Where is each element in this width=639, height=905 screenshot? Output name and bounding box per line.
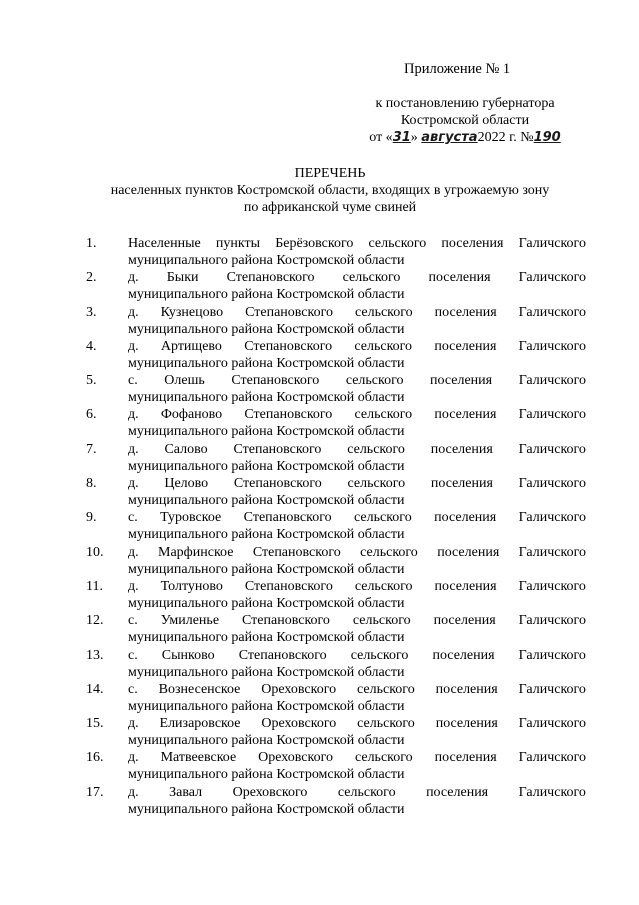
date-mid: » xyxy=(410,130,422,145)
item-number: 1. xyxy=(86,236,97,251)
decree-date-line xyxy=(340,129,590,146)
item-text-line-1: с. Сынково Степановского сельского поселения Галичского xyxy=(128,647,586,663)
list-item xyxy=(86,372,586,406)
item-text-line-1: д. Кузнецово Степановского сельского поселения Галичского xyxy=(128,304,586,320)
item-text-line-2: муниципального района Костромской области xyxy=(128,698,405,714)
handwritten-day: 31 xyxy=(392,130,411,145)
item-text-line-1: с. Умиленье Степановского сельского поселения Галичского xyxy=(128,613,586,629)
list-item xyxy=(86,475,586,509)
decree-line-1: к постановлению губернатора xyxy=(375,96,555,111)
item-text-line-2: муниципального района Костромской области xyxy=(128,595,405,611)
item-number: 5. xyxy=(86,373,97,389)
item-text-line-1: д. Толтуново Степановского сельского поселения Галичского xyxy=(128,578,586,594)
item-text-line-2: муниципального района Костромской области xyxy=(128,630,405,646)
item-text-line-1: с. Вознесенское Ореховского сельского поселения Галичского xyxy=(128,681,586,697)
item-text-line-2: муниципального района Костромской области xyxy=(128,321,405,337)
item-text-line-1: д. Артищево Степановского сельского поселения Галичского xyxy=(128,338,586,354)
item-text-line-2: муниципального района Костромской области xyxy=(128,801,405,817)
date-year: 2022 г. № xyxy=(477,130,534,145)
item-number: 7. xyxy=(86,441,97,457)
title-heading: ПЕРЕЧЕНЬ xyxy=(294,166,366,181)
item-number: 8. xyxy=(86,476,97,492)
item-text-line-2: муниципального района Костромской области xyxy=(128,664,405,680)
item-number: 13. xyxy=(86,647,104,663)
item-text-line-1: д. Матвеевское Ореховского сельского поселения Галичского xyxy=(128,750,586,766)
list-item xyxy=(86,544,586,578)
item-text-line-2: муниципального района Костромской области xyxy=(128,287,405,303)
item-number: 15. xyxy=(86,716,104,732)
date-prefix: от « xyxy=(369,130,393,145)
list-item xyxy=(86,647,586,681)
decree-reference xyxy=(340,95,590,146)
item-text-line-2: муниципального района Костромской области xyxy=(128,390,405,406)
handwritten-month: августа xyxy=(421,130,478,145)
item-number: 3. xyxy=(86,304,97,320)
item-text-line-2: муниципального района Костромской области xyxy=(128,493,405,509)
item-number: 2. xyxy=(86,270,97,286)
item-text-line-2: муниципального района Костромской области xyxy=(128,561,405,577)
title-line-2: по африканской чуме свиней xyxy=(243,200,417,215)
item-text-line-2: муниципального района Костромской области xyxy=(128,527,405,543)
item-number: 16. xyxy=(86,750,104,766)
list-item xyxy=(86,715,586,749)
item-text-line-1: с. Туровское Степановского сельского поселения Галичского xyxy=(128,510,586,526)
item-text-line-1: д. Елизаровское Ореховского сельского поселения Галичского xyxy=(128,716,586,732)
item-text-line-1: д. Салово Степановского сельского поселения Галичского xyxy=(128,441,586,457)
list-item xyxy=(86,612,586,646)
item-number: 6. xyxy=(86,407,97,423)
item-text-line-2: муниципального района Костромской области xyxy=(128,733,405,749)
item-number: 9. xyxy=(86,510,97,526)
item-number: 17. xyxy=(86,784,104,800)
item-text-line-2: муниципального района Костромской области xyxy=(128,253,405,268)
handwritten-number: 190 xyxy=(533,130,561,145)
item-text-line-2: муниципального района Костромской области xyxy=(128,424,405,440)
item-text-line-1: д. Быки Степановского сельского поселения Галичского xyxy=(128,270,586,286)
item-text-line-1: д. Целово Степановского сельского поселения Галичского xyxy=(128,476,586,492)
item-text-line-1: с. Олешь Степановского сельского поселения Галичского xyxy=(128,373,586,389)
list-item xyxy=(86,269,586,303)
item-text-line-1: Населенные пункты Берёзовского сельского поселения Галичского xyxy=(128,236,586,251)
list-item xyxy=(86,578,586,612)
item-number: 4. xyxy=(86,338,97,354)
settlement-list xyxy=(86,235,586,818)
title-line-1: населенных пунктов Костромской области, входящих в угрожаемую зону xyxy=(110,183,550,198)
list-item xyxy=(86,441,586,475)
item-text-line-2: муниципального района Костромской области xyxy=(128,767,405,783)
item-text-line-1: д. Марфинское Степановского сельского поселения Галичского xyxy=(128,544,586,560)
item-number: 12. xyxy=(86,613,104,629)
item-number: 14. xyxy=(86,681,104,697)
item-text-line-2: муниципального района Костромской области xyxy=(128,355,405,371)
list-item xyxy=(86,784,586,818)
item-number: 11. xyxy=(86,578,103,594)
document-title xyxy=(60,165,600,216)
list-item xyxy=(86,681,586,715)
item-text-line-1: д. Завал Ореховского сельского поселения Галичского xyxy=(128,784,586,800)
item-text-line-2: муниципального района Костромской области xyxy=(128,458,405,474)
list-item xyxy=(86,338,586,372)
decree-line-2: Костромской области xyxy=(400,113,530,128)
item-text-line-1: д. Фофаново Степановского сельского поселения Галичского xyxy=(128,407,586,423)
list-item xyxy=(86,509,586,543)
list-item xyxy=(86,235,586,269)
list-item xyxy=(86,406,586,440)
item-number: 10. xyxy=(86,544,104,560)
appendix-label: Приложение № 1 xyxy=(404,61,511,77)
list-item xyxy=(86,749,586,783)
list-item xyxy=(86,304,586,338)
